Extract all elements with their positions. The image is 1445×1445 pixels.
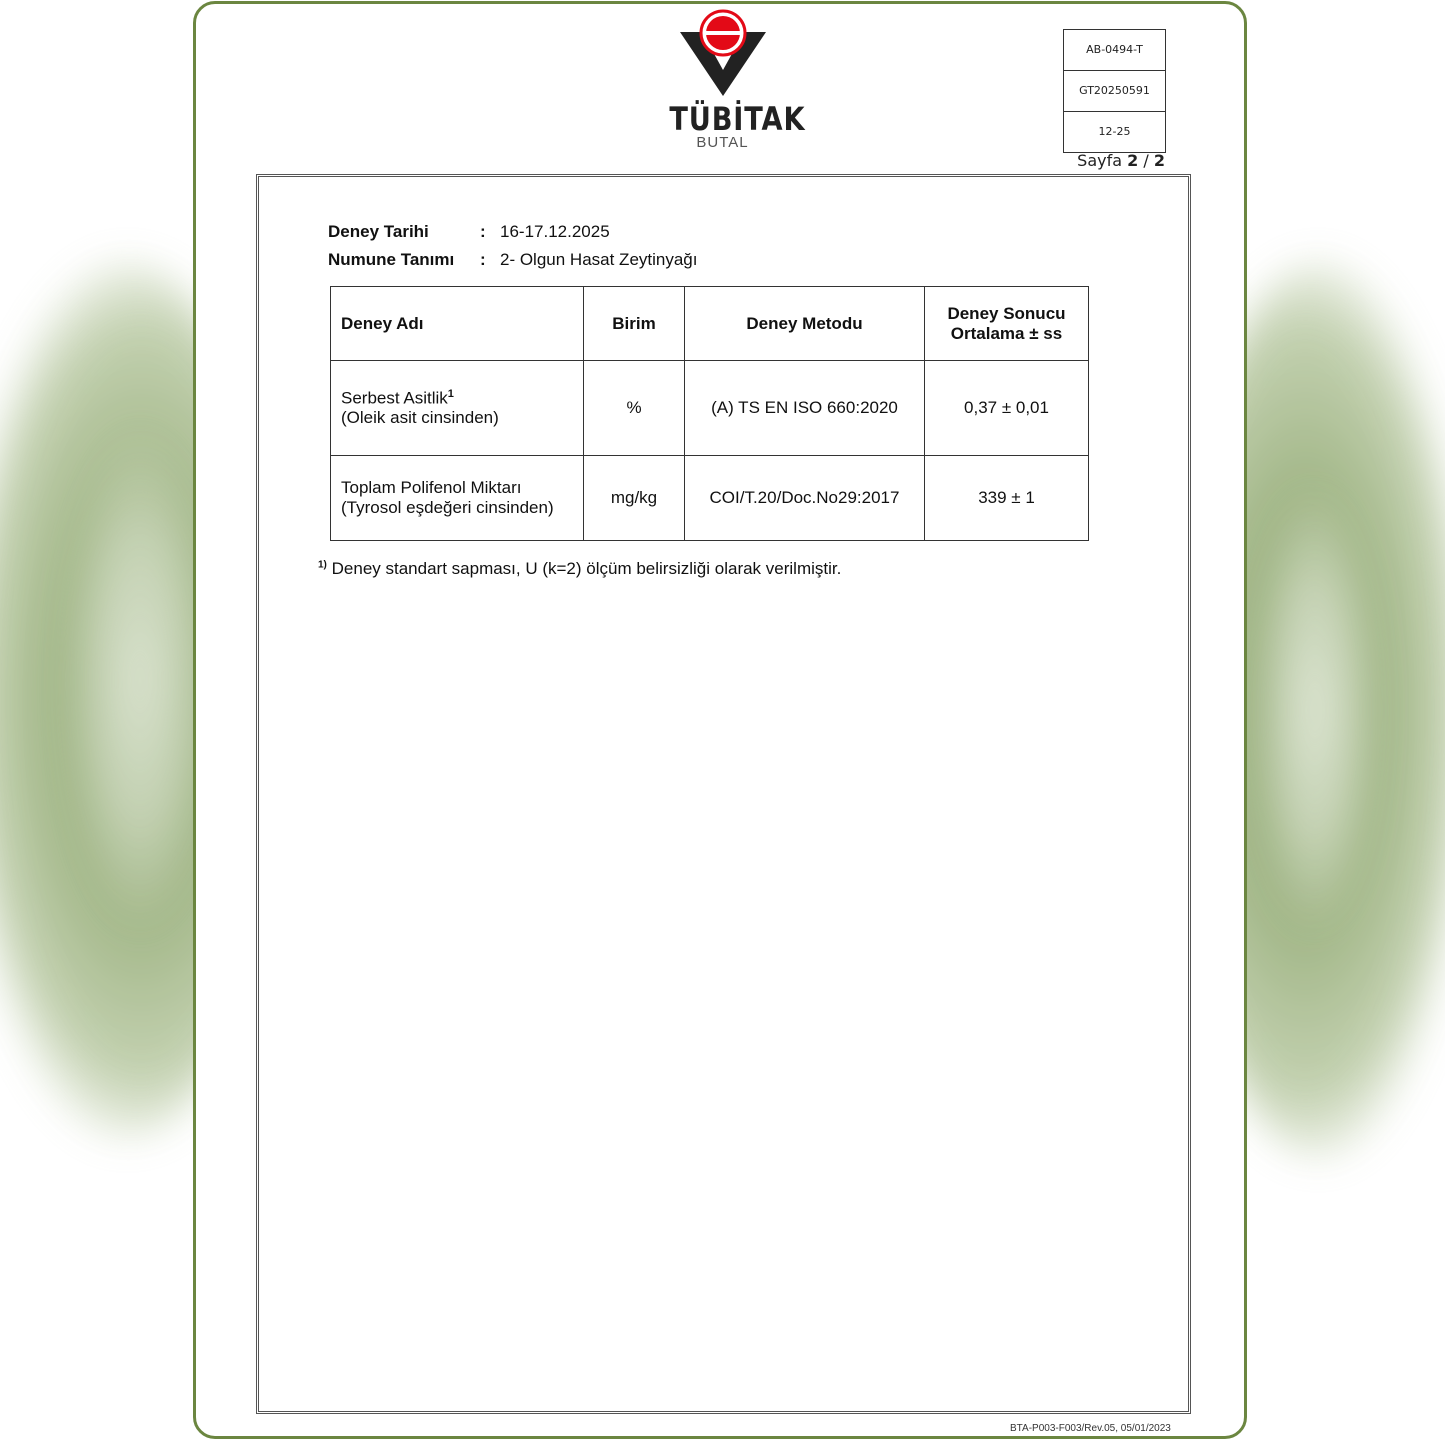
sample-description-colon: : bbox=[480, 250, 486, 269]
footnote bbox=[318, 559, 841, 579]
cell-unit: mg/kg bbox=[584, 456, 685, 541]
sample-description-row bbox=[328, 250, 697, 270]
cell-test-name bbox=[331, 361, 584, 456]
brand-subname: BUTAL bbox=[696, 134, 749, 151]
page-total: 2 bbox=[1153, 151, 1165, 170]
test-date-row bbox=[328, 222, 610, 242]
footnote-mark: 1) bbox=[318, 559, 327, 571]
cell-result: 0,37 ± 0,01 bbox=[925, 361, 1089, 456]
page-separator: / bbox=[1143, 151, 1149, 170]
header-unit: Birim bbox=[584, 287, 685, 361]
cell-unit: % bbox=[584, 361, 685, 456]
test-name-line1: Toplam Polifenol Miktarı bbox=[341, 478, 522, 497]
background-watercolor-right-highlight bbox=[1250, 480, 1380, 940]
test-date-colon: : bbox=[480, 222, 486, 241]
results-table bbox=[330, 286, 1089, 541]
brand-name: TÜBİTAK bbox=[669, 100, 806, 138]
page-label: Sayfa bbox=[1077, 151, 1123, 170]
footnote-text: Deney standart sapması, U (k=2) ölçüm belirsizliği olarak verilmiştir. bbox=[331, 559, 842, 578]
cell-result: 339 ± 1 bbox=[925, 456, 1089, 541]
test-name-line1: Serbest Asitlik bbox=[341, 388, 448, 408]
footnote-ref: 1 bbox=[447, 387, 454, 400]
form-code: BTA-P003-F003/Rev.05, 05/01/2023 bbox=[1010, 1423, 1171, 1434]
page-current: 2 bbox=[1127, 151, 1139, 170]
cell-method: COI/T.20/Doc.No29:2017 bbox=[685, 456, 925, 541]
test-date-label: Deney Tarihi bbox=[328, 222, 429, 241]
header-result bbox=[925, 287, 1089, 361]
cell-method: (A) TS EN ISO 660:2020 bbox=[685, 361, 925, 456]
test-date-value: 16-17.12.2025 bbox=[500, 222, 610, 241]
doc-code-2: GT20250591 bbox=[1064, 71, 1165, 112]
test-name-line2: (Tyrosol eşdeğeri cinsinden) bbox=[341, 498, 554, 517]
header-result-line2: Ortalama ± ss bbox=[950, 323, 1063, 343]
header-result-line1: Deney Sonucu bbox=[947, 303, 1066, 323]
tubitak-logo bbox=[660, 6, 806, 151]
header-test-name: Deney Adı bbox=[331, 287, 584, 361]
table-row bbox=[331, 456, 1089, 541]
page-number bbox=[1060, 151, 1165, 170]
test-name-line2: (Oleik asit cinsinden) bbox=[341, 408, 499, 428]
cell-test-name bbox=[331, 456, 584, 541]
tubitak-emblem-icon bbox=[678, 6, 768, 98]
table-row bbox=[331, 361, 1089, 456]
doc-code-1: AB-0494-T bbox=[1064, 30, 1165, 71]
header-method: Deney Metodu bbox=[685, 287, 925, 361]
sample-description-label: Numune Tanımı bbox=[328, 250, 455, 269]
document-code-box bbox=[1063, 29, 1166, 153]
sample-description-value: 2- Olgun Hasat Zeytinyağı bbox=[500, 250, 698, 269]
doc-code-3: 12-25 bbox=[1098, 125, 1131, 138]
table-header-row bbox=[331, 287, 1089, 361]
